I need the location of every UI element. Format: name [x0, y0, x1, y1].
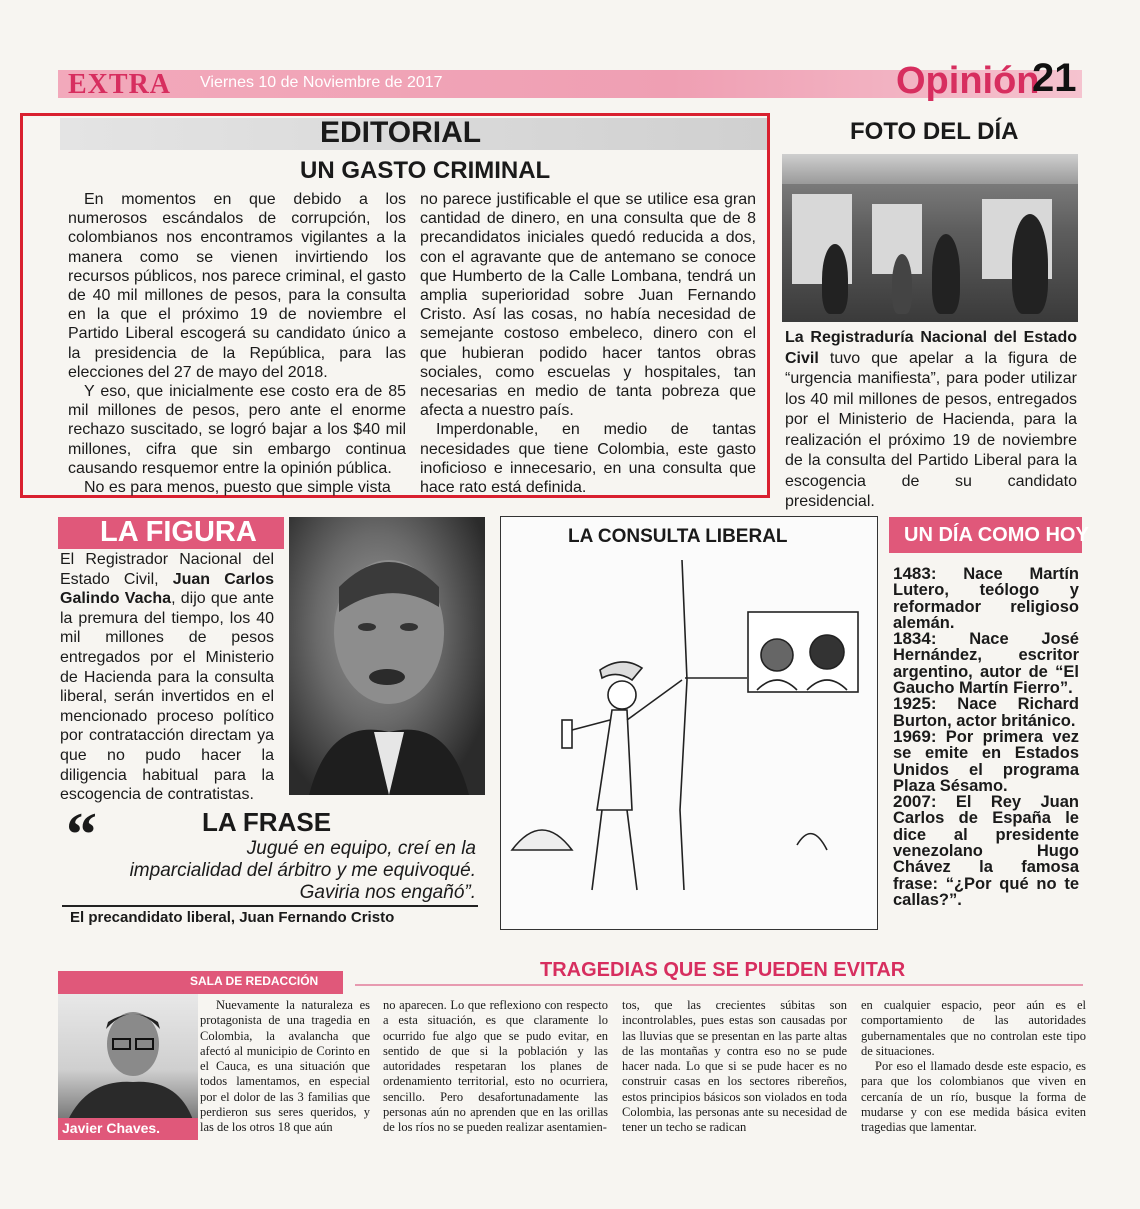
author-photo: [58, 994, 198, 1120]
caption-bold-lead: La Registraduría Nacional del Estado Civil: [785, 329, 1077, 367]
la-frase-attribution: El precandidato liberal, Juan Fernando Cristo: [70, 909, 395, 926]
issue-date: Viernes 10 de Noviembre de 2017: [200, 74, 443, 91]
cartoon-title: LA CONSULTA LIBERAL: [568, 526, 788, 547]
caption-text: tuvo que apelar a la figura de “urgencia manifiesta”, para poder utilizar los 40 mil millones de pesos, entregados por el Ministerio de Hacienda, para la realización el próximo 19 de noviembre de la consulta del Partido Liberal para la escogencia de su candidato presidencial.: [785, 349, 1077, 510]
column-text-1: [200, 998, 370, 1136]
quote-line: Gaviria nos engañó”.: [299, 882, 476, 903]
list-item: [893, 726, 1079, 795]
editorial-paragraph: Imperdonable, en medio de tantas necesidades que tiene Colombia, este gasto inoficioso e innecesario, en una consulta que hace rato está definida.: [420, 421, 756, 497]
event: Nace Martín Lutero, teólogo y reformador religioso alemán.: [893, 565, 1079, 632]
list-item: [893, 794, 1079, 908]
year: 2007:: [893, 792, 937, 812]
list-item: [893, 566, 1079, 631]
column-headline: TRAGEDIAS QUE SE PUEDEN EVITAR: [540, 959, 906, 981]
editorial-headline: UN GASTO CRIMINAL: [300, 157, 551, 184]
author-name: Javier Chaves.: [62, 1120, 161, 1136]
event: Nace Richard Burton, actor británico.: [893, 695, 1079, 730]
figura-person-name: Juan Carlos Galindo Vacha: [60, 570, 274, 608]
quote-line: imparcialidad del árbitro y me equivoqué.: [129, 860, 476, 881]
year: 1969:: [893, 726, 937, 746]
year: 1483:: [893, 564, 937, 583]
la-figura-title: LA FIGURA: [100, 516, 257, 548]
column-text-3: [622, 998, 847, 1136]
year: 1925:: [893, 694, 937, 714]
la-figura-text: [60, 550, 274, 805]
column-paragraph: Nuevamente la naturaleza es protagonista de una tragedia en Colombia, la avalancha que afectó al municipio de Corinto en el Cauca, es una situación que todos lamentamos, en especial por el dolor de las 3 familias que perdieron sus seres queridos, y las de los otros 18 que aún: [200, 998, 370, 1135]
photo-of-day-title: FOTO DEL DÍA: [850, 118, 1019, 145]
column-paragraph: no aparecen. Lo que reflexiono con respecto a esta situación, es que claramente lo ocurrido fue algo que se pudo evitar, en sentido de que si la población y las autoridades respetaran los planes de ordenamiento territorial, esto no ocurriera, sencillo. Pero desafortunadamente las personas aún no aprenden que en las orillas de los ríos no se pueden realizar asentamien-: [383, 998, 608, 1135]
list-item: [893, 696, 1079, 729]
editorial-label: EDITORIAL: [320, 116, 482, 149]
la-frase-title: LA FRASE: [202, 807, 332, 837]
divider: [62, 905, 478, 907]
editorial-paragraph: En momentos en que debido a los numerosos escándalos de corrupción, los colombianos nos encontramos vigilantes a la manera como se vienen invirtiendo los recursos públicos, nos parece criminal, el gasto de 40 mil millones de pesos, para la consulta en la que el próximo 19 de noviembre el Partido Liberal escogerá su candidato único a la presidencia de la República, para las elecciones del 27 de mayo del 2018.: [68, 191, 406, 381]
page-number: 21: [1032, 56, 1077, 100]
quote-line: Jugué en equipo, creí en la: [246, 838, 476, 859]
event: Por primera vez se emite en Estados Unidos el programa Plaza Sésamo.: [893, 727, 1079, 795]
event: El Rey Juan Carlos de España le dice al presidente venezolano Hugo Chávez la famosa frase: “¿Por qué no te callas?”.: [893, 793, 1079, 909]
un-dia-como-hoy-title: UN DÍA COMO HOY: [904, 524, 1089, 546]
quote-icon: “: [66, 801, 97, 869]
figura-text-end: , dijo que ante la premura del tiempo, los 40 mil millones de pesos entregados por el Ministerio de Hacienda para la consulta liberal, serán invertidos en el mencionado proceso político por contratacción directam ya que no pudo hacer la diligencia habitual para la escogencia de contratistas.: [60, 590, 274, 804]
column-text-4: [861, 998, 1086, 1136]
column-paragraph: Por eso el llamado desde este espacio, es para que los colombianos que viven en cercanía de un río, busque la forma de mudarse y con ese medida básica eviten tragedias que lamentar.: [861, 1059, 1086, 1135]
photo-of-day-image: [782, 154, 1078, 322]
column-paragraph: en cualquier espacio, peor aún es el comportamiento de las autoridades gubernamentales que no controlan este tipo de situaciones.: [861, 998, 1086, 1058]
photo-of-day-caption: [785, 328, 1077, 513]
column-text-2: [383, 998, 608, 1136]
cartoon-drawing: [502, 560, 876, 926]
editorial-column-1: [68, 190, 406, 497]
editorial-paragraph: No es para menos, puesto que simple vista: [84, 479, 391, 497]
list-item: [893, 631, 1079, 696]
event: Nace José Hernández, escritor argentino, autor de “El Gaucho Martín Fierro”.: [893, 630, 1079, 698]
editorial-paragraph: no parece justificable el que se utilice esa gran cantidad de dinero, en una consulta que de 8 precandidatos iniciales quedó reducida a dos, con el agravante que de antemano se conoce que Humberto de la Calle Lombana, tendrá un amplia superioridad sobre Juan Fernando Cristo. Así las cosas, no había necesidad de semejante costoso embeleco, dinero con el que hubieran podido hacer tantos obras sociales, como escuelas y hospitales, tan necesarias en medio de tanta pobreza que afecta a nuestro país.: [420, 191, 756, 420]
portrait-photo: [289, 517, 485, 795]
editorial-paragraph: Y eso, que inicialmente ese costo era de 85 mil millones de pesos, pero ante el enorme rechazo suscitado, se logró bajar a los $40 mil millones, cifra que sin embargo continua causando resquemor entre la opinión pública.: [68, 383, 406, 477]
section-title: Opinión: [896, 60, 1040, 102]
editorial-column-2: [420, 190, 756, 497]
figura-text-start: El Registrador Nacional del Estado Civil,: [60, 551, 274, 588]
divider: [355, 984, 1083, 986]
column-paragraph: tos, que las crecientes súbitas son incontrolables, pues estas son causadas por las lluvias que se presentan en las parte altas de las montañas y contra eso no se pude hacer nada. Lo que si se pude hacer es no construir casas en los sectores ribereños, estos principios básicos son violados en toda Colombia, las personas ante su necesidad de tener un techo se radican: [622, 998, 847, 1135]
la-frase-quote: [96, 838, 476, 904]
sala-de-redaccion-label: SALA DE REDACCIÓN: [190, 974, 319, 988]
year: 1834:: [893, 629, 937, 649]
un-dia-como-hoy-list: [893, 566, 1079, 908]
newspaper-logo: EXTRA: [68, 69, 172, 100]
